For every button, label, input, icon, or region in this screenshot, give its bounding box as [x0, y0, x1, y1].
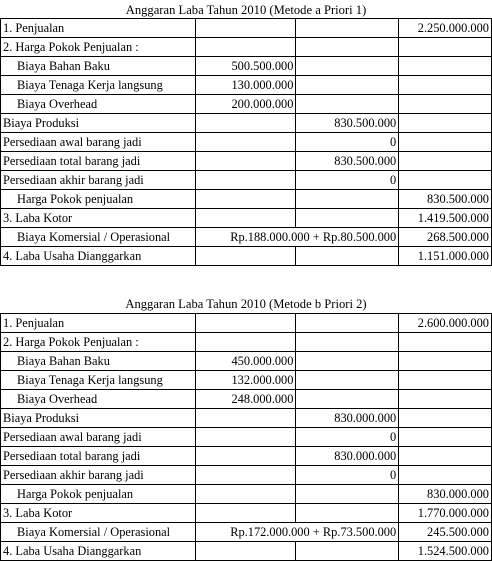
value-cell-c3: 0	[296, 466, 399, 485]
table-row	[1, 428, 492, 447]
row-label: Biaya Komersial / Operasional	[1, 523, 196, 542]
table-row	[1, 19, 492, 38]
value-cell-c2: 130.000.000	[195, 76, 296, 95]
value-cell-c2: 500.500.000	[195, 57, 296, 76]
value-cell-c3	[296, 57, 399, 76]
value-cell-c2	[195, 171, 296, 190]
table-row	[1, 228, 492, 247]
value-cell-c2: 200.000.000	[195, 95, 296, 114]
value-cell-c3	[296, 19, 399, 38]
value-cell-c2	[195, 409, 296, 428]
table-row	[1, 247, 492, 266]
value-cell-c2	[195, 485, 296, 504]
value-cell-c2	[195, 428, 296, 447]
table-row	[1, 314, 492, 333]
total-cell: 830.000.000	[399, 485, 492, 504]
value-cell-c2	[195, 114, 296, 133]
value-cell-c2	[195, 466, 296, 485]
table-1-title: Anggaran Laba Tahun 2010 (Metode a Priori 1)	[125, 3, 367, 17]
table-row	[1, 333, 492, 352]
table-row	[1, 447, 492, 466]
row-label: Persediaan total barang jadi	[1, 152, 196, 171]
total-cell: 1.419.500.000	[399, 209, 492, 228]
row-label: Harga Pokok penjualan	[1, 485, 196, 504]
value-cell-c2: 450.000.000	[195, 352, 296, 371]
value-cell-c3: 830.000.000	[296, 447, 399, 466]
table-row	[1, 371, 492, 390]
value-cell-c2	[195, 314, 296, 333]
value-cell-c3: 830.500.000	[296, 152, 399, 171]
value-cell-c2	[195, 542, 296, 561]
value-cell-c2	[195, 447, 296, 466]
merged-cost-cell: Rp.172.000.000 + Rp.73.500.000	[195, 523, 399, 542]
total-cell	[399, 409, 492, 428]
total-cell: 2.600.000.000	[399, 314, 492, 333]
total-cell	[399, 428, 492, 447]
value-cell-c3	[296, 485, 399, 504]
total-cell	[399, 171, 492, 190]
value-cell-c2	[195, 152, 296, 171]
table-row	[1, 485, 492, 504]
value-cell-c3	[296, 333, 399, 352]
total-cell	[399, 333, 492, 352]
value-cell-c3: 830.000.000	[296, 409, 399, 428]
row-label: Biaya Tenaga Kerja langsung	[1, 371, 196, 390]
value-cell-c3	[296, 314, 399, 333]
value-cell-c3	[296, 542, 399, 561]
value-cell-c2: 248.000.000	[195, 390, 296, 409]
row-label: Biaya Bahan Baku	[1, 352, 196, 371]
profit-budget-table-method-b	[0, 313, 492, 561]
value-cell-c2	[195, 209, 296, 228]
value-cell-c2	[195, 19, 296, 38]
value-cell-c3	[296, 504, 399, 523]
row-label: Biaya Bahan Baku	[1, 57, 196, 76]
value-cell-c3	[296, 390, 399, 409]
row-label: Harga Pokok penjualan	[1, 190, 196, 209]
value-cell-c3	[296, 352, 399, 371]
profit-budget-table-method-a	[0, 18, 492, 266]
total-cell	[399, 152, 492, 171]
table-row	[1, 38, 492, 57]
value-cell-c3: 0	[296, 171, 399, 190]
table-row	[1, 409, 492, 428]
table-row	[1, 95, 492, 114]
row-label: 3. Laba Kotor	[1, 504, 196, 523]
row-label: Persediaan awal barang jadi	[1, 428, 196, 447]
row-label: Persediaan awal barang jadi	[1, 133, 196, 152]
value-cell-c3	[296, 38, 399, 57]
table-row	[1, 171, 492, 190]
table-row	[1, 466, 492, 485]
row-label: Biaya Komersial / Operasional	[1, 228, 196, 247]
table-row	[1, 152, 492, 171]
value-cell-c2	[195, 333, 296, 352]
total-cell	[399, 466, 492, 485]
total-cell	[399, 114, 492, 133]
table-row	[1, 209, 492, 228]
value-cell-c2	[195, 38, 296, 57]
value-cell-c3	[296, 247, 399, 266]
total-cell	[399, 390, 492, 409]
total-cell	[399, 57, 492, 76]
table-row	[1, 76, 492, 95]
table-row	[1, 390, 492, 409]
total-cell: 2.250.000.000	[399, 19, 492, 38]
table-row	[1, 523, 492, 542]
value-cell-c2	[195, 247, 296, 266]
row-label: Biaya Produksi	[1, 409, 196, 428]
value-cell-c2	[195, 504, 296, 523]
table-row	[1, 542, 492, 561]
total-cell: 1.770.000.000	[399, 504, 492, 523]
merged-cost-cell: Rp.188.000.000 + Rp.80.500.000	[195, 228, 399, 247]
row-label: Persediaan akhir barang jadi	[1, 466, 196, 485]
table-row	[1, 57, 492, 76]
row-label: Biaya Overhead	[1, 390, 196, 409]
value-cell-c3	[296, 95, 399, 114]
row-label: Biaya Produksi	[1, 114, 196, 133]
value-cell-c2	[195, 133, 296, 152]
row-label: 1. Penjualan	[1, 19, 196, 38]
total-cell	[399, 133, 492, 152]
row-label: 2. Harga Pokok Penjualan :	[1, 38, 196, 57]
row-label: 3. Laba Kotor	[1, 209, 196, 228]
row-label: 2. Harga Pokok Penjualan :	[1, 333, 196, 352]
table-row	[1, 114, 492, 133]
row-label: Persediaan akhir barang jadi	[1, 171, 196, 190]
table-2-title: Anggaran Laba Tahun 2010 (Metode b Priori 2)	[125, 297, 367, 311]
total-cell	[399, 447, 492, 466]
value-cell-c3: 0	[296, 133, 399, 152]
total-cell: 245.500.000	[399, 523, 492, 542]
row-label: Biaya Overhead	[1, 95, 196, 114]
value-cell-c3	[296, 76, 399, 95]
row-label: 4. Laba Usaha Dianggarkan	[1, 247, 196, 266]
total-cell	[399, 371, 492, 390]
total-cell	[399, 38, 492, 57]
total-cell: 268.500.000	[399, 228, 492, 247]
table-row	[1, 133, 492, 152]
total-cell	[399, 95, 492, 114]
row-label: Persediaan total barang jadi	[1, 447, 196, 466]
total-cell	[399, 76, 492, 95]
value-cell-c2: 132.000.000	[195, 371, 296, 390]
value-cell-c3	[296, 209, 399, 228]
total-cell	[399, 352, 492, 371]
total-cell: 1.524.500.000	[399, 542, 492, 561]
table-row	[1, 190, 492, 209]
value-cell-c3	[296, 371, 399, 390]
row-label: Biaya Tenaga Kerja langsung	[1, 76, 196, 95]
row-label: 1. Penjualan	[1, 314, 196, 333]
value-cell-c2	[195, 190, 296, 209]
row-label: 4. Laba Usaha Dianggarkan	[1, 542, 196, 561]
total-cell: 830.500.000	[399, 190, 492, 209]
value-cell-c3: 0	[296, 428, 399, 447]
table-row	[1, 504, 492, 523]
value-cell-c3: 830.500.000	[296, 114, 399, 133]
table-row	[1, 352, 492, 371]
value-cell-c3	[296, 190, 399, 209]
total-cell: 1.151.000.000	[399, 247, 492, 266]
